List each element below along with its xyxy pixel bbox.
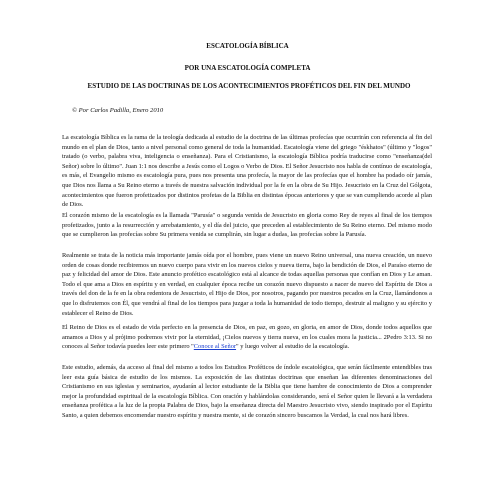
author-byline: © Por Carlos Padilla, Enero 2010: [72, 107, 164, 114]
document-title: ESCATOLOGÍA BÍBLICA: [206, 42, 289, 50]
paragraph-kingdom-of-god: [62, 323, 432, 352]
paragraph-text: " y luego volver al estudio de la escatología.: [236, 343, 350, 351]
paragraph-parusia: El corazón mismo de la escatología es la llamada "Parusía" o segunda venida de Jesucristo en gloria como Rey de reyes al final de los tiempos profetizados, junto a la resurrección y arrebatamiento, y el día del juicio, que preceden al establecimiento de Su Reino eterno. Del mismo modo que se cumplieron las profecías sobre Su primera venida se cumplirán, sin lugar a dudas, las profecías sobre la Parusía.: [62, 212, 432, 239]
paragraph-new-kingdom: Realmente se trata de la noticia más importante jamás oída por el hombre, pues viene un nuevo Reino universal, una nueva creación, un nuevo orden de cosas donde recibiremos un nuevo cuerpo para vivir en los nuevos cielos y nueva tierra, bajo la bendición de Dios, el Paraíso eterno de paz y felicidad del amor de Dios. Este anuncio profético escatológico está al alcance de todas aquellas personas que confían en Dios y Le aman. Todo el que ama a Dios en espíritu y en verdad, en cualquier época recibe un corazón nuevo dispuesto a nacer de nuevo del Espíritu de Dios a través del don de la fe en la obra redentora de Jesucristo, el Hijo de Dios, por nosotros, pagando por nuestros pecados en la Cruz, llamándonos a que lo disfrutemos con Él, que vendrá al final de los tiempos para juzgar a toda la humanidad de todo tiempo, destruir al maligno y su ejército y establecer el Reino de Dios.: [62, 252, 432, 317]
conoce-al-senor-link[interactable]: Conoce al Señor: [193, 343, 237, 351]
paragraph-study-access: Este estudio, además, da acceso al final del mismo a todos los Estudios Proféticos de índole escatológica, que serán fácilmente entendibles tras leer esta guía básica de estudio de los mismos. La exposición de las distintas doctrinas que enseñan las diferentes denominaciones del Cristianismo en sus iglesias y seminarios, ayudarán al lector estudiante de la Biblia que tiene hambre de conocimiento de Dios a comprender mejor la profundidad espiritual de la escatología Bíblica. Con oración y hablándolas considerando, será el Señor quien le llevará a la verdadera enseñanza profética a la luz de la propia Palabra de Dios, bajo la enseñanza directa del Maestro Jesucristo vivo, siendo inspirado por el Espíritu Santo, a quien debemos encomendar nuestro espíritu y nuestra mente, si de corazón sincero buscamos la Verdad, la cual nos hará libres.: [62, 364, 432, 419]
paragraph-intro: La escatología Bíblica es la rama de la teología dedicada al estudio de la doctrina de las últimas profecías que ocurrirán con referencia al fin del mundo en el plan de Dios, tanto a nivel personal como general de toda la humanidad. Escatología viene del griego "éskhatos" (último y "logos" tratado (o verbo, palabra viva, inteligencia o enseñanza). Para el Cristianismo, la escatología Bíblica podría traducirse como "enseñanza(del Señor) sobre lo último". Juan 1:1 nos describe a Jesús como el Logos o Verbo de Dios. El Señor Jesucristo nos habla de contínuo de escatología, es más, el Evangelio mismo es escatología pura, pues nos presenta una profecía, la mayor de las profecías que el hombre ha podado oír jamás, que Dios nos llama a Su Reino eterno a través de nuestra salvación individual por la fe en la obra de Su Hijo. Jesucristo en la Cruz del Gólgota, acontecimientos que fueron profetizados por distintos profetas de la Biblia en distintas épocas anteriores y que se van cumpliendo acorde al plan de Dios.: [62, 134, 432, 209]
paragraph-text: El Reino de Dios es el estado de vida perfecto en la presencia de Dios, en paz, en gozo, en gloria, en amor de Dios, donde todos aquellos que amamos a Dios y al prójimo podremos vivir por la eternidad, ¡Cielos nuevos y tierra nueva, en los cuales mora la justicia... 2Pedro 3:13. Si no conoces al Señor todavía puedes leer este primero ": [62, 324, 432, 351]
document-subtitle: POR UNA ESCATOLOGÍA COMPLETA: [184, 64, 311, 72]
document-subheading: ESTUDIO DE LAS DOCTRINAS DE LOS ACONTECIMIENTOS PROFÉTICOS DEL FIN DEL MUNDO: [87, 82, 411, 90]
